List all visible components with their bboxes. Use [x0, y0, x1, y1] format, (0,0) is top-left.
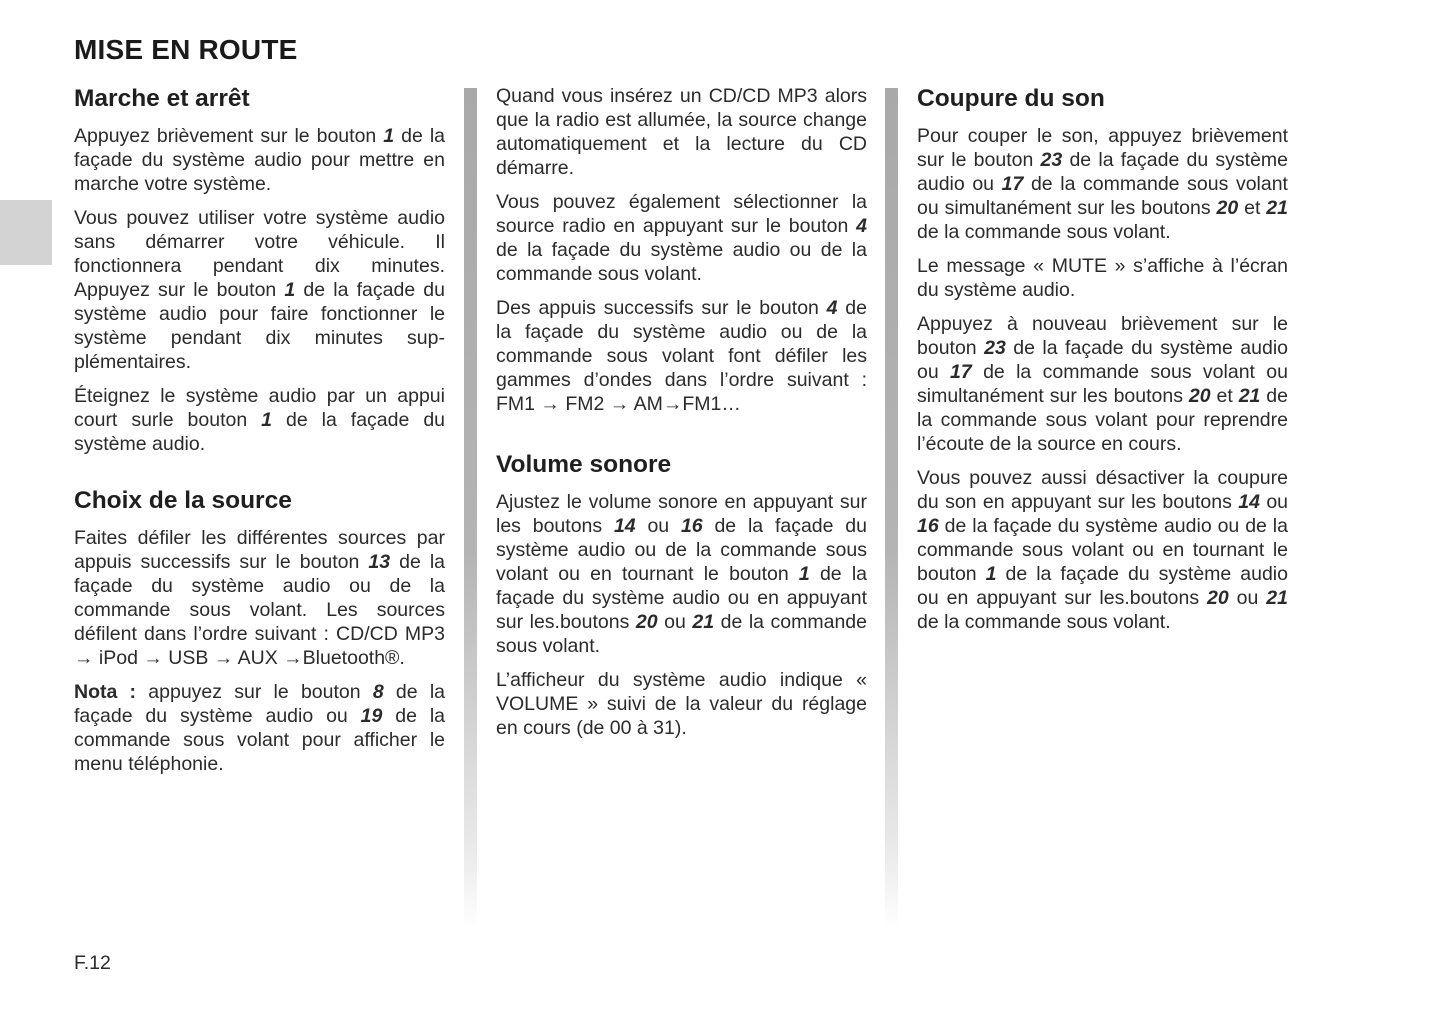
- text-run: de la façade du système audio.: [74, 409, 446, 455]
- text-run: Vous pouvez utiliser votre système audio sans démarrer votre véhicule. Il fonctionnera pendant dix minutes. Appuyez sur le bouton: [74, 207, 445, 301]
- button-reference: 1: [284, 279, 296, 301]
- text-run: de la commande sous volant.: [917, 221, 1171, 243]
- text-run: de la façade du système audio ou en appuyant sur les.boutons: [496, 563, 868, 633]
- button-reference: 21: [1238, 385, 1261, 407]
- note-label: Nota :: [74, 681, 137, 703]
- text-run: Appuyez brièvement sur le bouton: [74, 125, 384, 147]
- paragraph: [496, 84, 867, 180]
- paragraph: [496, 668, 867, 740]
- paragraph: [74, 124, 445, 196]
- button-reference: 1: [383, 125, 395, 147]
- text-run: de la façade du système audio ou en appuyant sur les.boutons: [917, 563, 1288, 609]
- button-reference: 17: [950, 361, 972, 383]
- paragraph: [917, 254, 1288, 302]
- page-number: F.12: [74, 952, 111, 974]
- text-run: de la façade du système audio ou: [917, 149, 1288, 195]
- text-run: Faites défiler les différentes sources par appuis successifs sur le bouton: [74, 527, 445, 573]
- button-reference: 17: [1001, 173, 1024, 195]
- text-run: Éteignez le système audio par un appui court surle bouton: [74, 385, 445, 431]
- column-divider: [464, 88, 477, 928]
- text-run: Ajustez le volume sonore en appuyant sur les boutons: [496, 491, 867, 537]
- button-reference: 21: [692, 611, 715, 633]
- button-reference: 13: [368, 551, 391, 573]
- button-reference: 20: [1207, 587, 1229, 609]
- button-reference: 20: [1216, 197, 1239, 219]
- button-reference: 1: [985, 563, 997, 585]
- text-run: de la commande sous volant ou simultanément sur les boutons: [917, 173, 1288, 219]
- button-reference: 20: [1188, 385, 1211, 407]
- button-reference: 19: [360, 705, 383, 727]
- text-run: et: [1238, 197, 1267, 219]
- text-run: ou: [1259, 491, 1289, 513]
- text-run: de la façade du système audio ou: [74, 681, 446, 727]
- text-run: Pour couper le son, appuyez brièvement sur le bouton: [917, 125, 1288, 171]
- paragraph: [496, 296, 867, 416]
- text-run: de la commande sous volant.: [917, 611, 1171, 633]
- chapter-tab-marker: [0, 200, 52, 265]
- text-run: Quand vous insérez un CD/CD MP3 alors que la radio est allumée, la source change automatiquement et la lecture du CD démarre.: [496, 85, 867, 179]
- text-run: et: [1210, 385, 1239, 407]
- paragraph: [917, 312, 1288, 456]
- button-reference: 14: [1238, 491, 1260, 513]
- text-run: appuyez sur le bouton: [136, 681, 373, 703]
- text-run: Le message « MUTE » s’affiche à l’écran du système audio.: [917, 255, 1288, 301]
- column-right: [917, 84, 1288, 644]
- button-reference: 1: [798, 563, 810, 585]
- text-run: de la façade du système audio ou de la commande sous volant.: [496, 239, 867, 285]
- page-title: MISE EN ROUTE: [74, 34, 298, 65]
- heading-choix-source: Choix de la source: [74, 487, 292, 514]
- button-reference: 23: [1040, 149, 1063, 171]
- text-run: de la commande sous volant pour afficher le menu téléphonie.: [74, 705, 445, 775]
- paragraph: [74, 206, 445, 374]
- text-run: de la façade du système audio ou: [917, 337, 1288, 383]
- button-reference: 16: [917, 515, 939, 537]
- text-run: L’afficheur du système audio indique « VOLUME » suivi de la valeur du réglage en cours (de 00 à 31).: [496, 669, 867, 739]
- text-run: de la façade du système audio ou de la commande sous volant ou en tournant le bouton: [496, 515, 867, 585]
- heading-volume-sonore: Volume sonore: [496, 451, 672, 478]
- paragraph: [74, 526, 445, 670]
- text-run: ou: [1228, 587, 1267, 609]
- text-run: de la façade du système audio pour mettre en marche votre système.: [74, 125, 445, 195]
- button-reference: 23: [984, 337, 1006, 359]
- column-middle: [496, 84, 867, 750]
- button-reference: 16: [680, 515, 703, 537]
- text-run: ou: [657, 611, 693, 633]
- paragraph: [74, 384, 445, 456]
- text-run: de la commande sous volant ou simultanément sur les boutons: [917, 361, 1288, 407]
- button-reference: 8: [372, 681, 384, 703]
- heading-marche-arret: Marche et arrêt: [74, 85, 250, 112]
- text-run: de la façade du système audio ou de la commande sous volant font défiler les gammes d’ondes dans l’ordre suivant : FM1 → FM2 → AM→FM1…: [496, 297, 868, 415]
- button-reference: 4: [826, 297, 838, 319]
- heading-coupure-son: Coupure du son: [917, 85, 1105, 112]
- button-reference: 4: [856, 215, 867, 237]
- paragraph: [917, 124, 1288, 244]
- paragraph: [496, 490, 867, 658]
- text-run: Appuyez à nouveau brièvement sur le bouton: [917, 313, 1288, 359]
- paragraph: [496, 190, 867, 286]
- text-run: de la commande sous volant pour reprendre l’écoute de la source en cours.: [917, 385, 1288, 455]
- button-reference: 21: [1266, 197, 1288, 219]
- column-left: [74, 84, 445, 786]
- text-run: ou: [635, 515, 681, 537]
- column-divider: [885, 88, 898, 928]
- text-run: Vous pouvez aussi désactiver la coupure du son en appuyant sur les boutons: [917, 467, 1288, 513]
- text-run: Vous pouvez également sélectionner la source radio en appuyant sur le bouton: [496, 191, 867, 237]
- nota-paragraph: [74, 680, 445, 776]
- text-run: de la commande sous volant.: [496, 611, 867, 657]
- button-reference: 20: [635, 611, 658, 633]
- text-run: Des appuis successifs sur le bouton: [496, 297, 827, 319]
- button-reference: 14: [613, 515, 636, 537]
- paragraph: [917, 466, 1288, 634]
- text-run: de la façade du système audio ou de la commande sous volant ou en tournant le bouton: [917, 515, 1288, 585]
- text-run: de la façade du système audio ou de la commande sous volant. Les sources défilent dans l’ordre suivant : CD/CD MP3 → iPod → USB → AUX →Bluetooth®.: [74, 551, 445, 669]
- button-reference: 21: [1266, 587, 1288, 609]
- text-run: de la façade du système audio pour faire fonctionner le système pendant dix minutes supplémentaires.: [74, 279, 446, 373]
- button-reference: 1: [261, 409, 273, 431]
